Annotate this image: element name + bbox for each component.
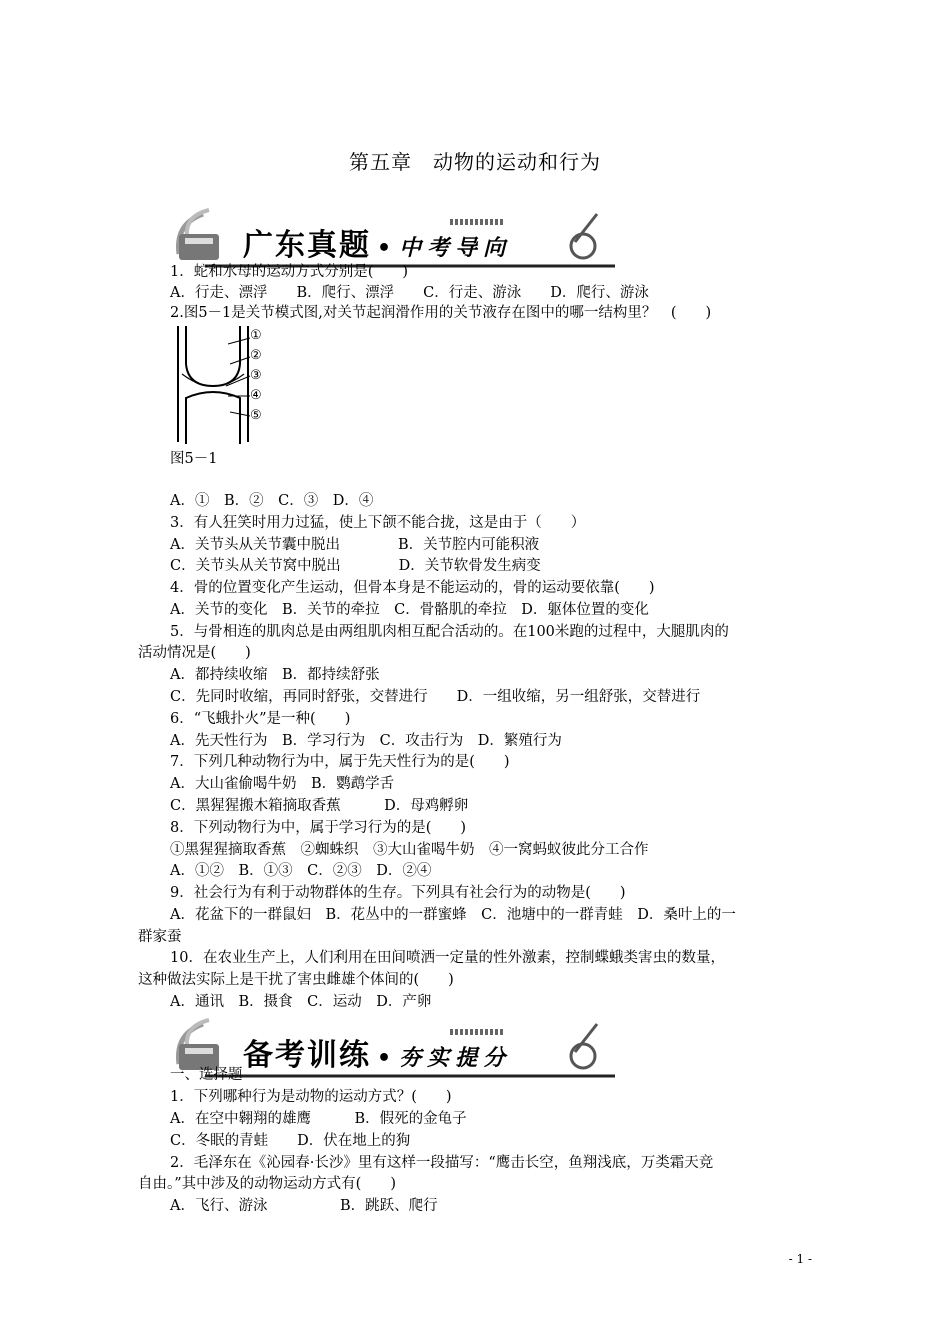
question-line: 7．下列几种动物行为中，属于先天性行为的是( ) bbox=[170, 754, 510, 770]
section-banner-exam: 广东真题 • 中考导向 bbox=[165, 206, 625, 272]
question-line: A．行走、漂浮 B．爬行、漂浮 C．行走、游泳 D．爬行、游泳 bbox=[170, 285, 649, 301]
joint-diagram bbox=[168, 324, 264, 446]
question-line: A．关节头从关节囊中脱出 B．关节腔内可能积液 bbox=[170, 537, 540, 553]
question-line: C．关节头从关节窝中脱出 D．关节软骨发生病变 bbox=[170, 558, 541, 574]
section-banner-practice: 备考训练 • 夯实提分 bbox=[165, 1016, 625, 1082]
page-number: - 1 - bbox=[788, 1252, 812, 1266]
question-line: 1．下列哪种行为是动物的运动方式？( ) bbox=[170, 1089, 452, 1105]
question-line: A．花盆下的一群鼠妇 B．花丛中的一群蜜蜂 C．池塘中的一群青蛙 D．桑叶上的一 bbox=[170, 907, 736, 923]
question-line: 2.图5－1是关节模式图,对关节起润滑作用的关节液存在图中的哪一结构里？ ( ) bbox=[170, 305, 712, 321]
question-line: 9．社会行为有利于动物群体的生存。下列具有社会行为的动物是( ) bbox=[170, 885, 626, 901]
question-line: 1．蛇和水母的运动方式分别是( ) bbox=[170, 264, 409, 280]
question-line: 10．在农业生产上，人们利用在田间喷洒一定量的性外激素，控制蝶蛾类害虫的数量， bbox=[170, 950, 725, 966]
question-line: C．先同时收缩，再同时舒张，交替进行 D．一组收缩，另一组舒张，交替进行 bbox=[170, 689, 701, 705]
question-line: A．飞行、游泳 B．跳跃、爬行 bbox=[170, 1198, 438, 1214]
question-line: 这种做法实际上是干扰了害虫雌雄个体间的( ) bbox=[138, 972, 454, 988]
banner-title: 备考训练 bbox=[243, 1038, 371, 1073]
question-line: 活动情况是( ) bbox=[138, 645, 251, 661]
fig-label: ⑤ bbox=[250, 408, 262, 423]
question-line: 6．“飞蛾扑火”是一种( ) bbox=[170, 711, 351, 727]
fig-label: ① bbox=[250, 328, 262, 343]
question-line: A．在空中翱翔的雄鹰 B．假死的金龟子 bbox=[170, 1111, 467, 1127]
question-line: A．① B．② C．③ D．④ bbox=[170, 493, 374, 509]
banner-subtitle: 中考导向 bbox=[399, 236, 512, 261]
question-line: ①黑猩猩摘取香蕉 ②蜘蛛织 ③大山雀喝牛奶 ④一窝蚂蚁彼此分工合作 bbox=[170, 842, 649, 858]
question-line: A．都持续收缩 B．都持续舒张 bbox=[170, 667, 380, 683]
question-line: C．黑猩猩搬木箱摘取香蕉 D．母鸡孵卵 bbox=[170, 798, 469, 814]
question-line: 8．下列动物行为中，属于学习行为的是( ) bbox=[170, 820, 467, 836]
question-line: 群家蚕 bbox=[138, 929, 182, 945]
fig-label: ② bbox=[250, 348, 262, 363]
question-line: A．通讯 B．摄食 C．运动 D．产卵 bbox=[170, 994, 432, 1010]
figure-caption: 图5－1 bbox=[170, 451, 218, 467]
question-line: C．冬眠的青蛙 D．伏在地上的狗 bbox=[170, 1133, 411, 1149]
question-line: 自由。”其中涉及的动物运动方式有( ) bbox=[138, 1176, 396, 1192]
fig-label: ④ bbox=[250, 388, 262, 403]
question-line: A．①② B．①③ C．②③ D．②④ bbox=[170, 863, 432, 879]
fig-label: ③ bbox=[250, 368, 262, 383]
banner-title: 广东真题 bbox=[243, 228, 371, 263]
question-line: A．关节的变化 B．关节的牵拉 C．骨骼肌的牵拉 D．躯体位置的变化 bbox=[170, 602, 649, 618]
section-heading: 一、选择题 bbox=[170, 1067, 243, 1083]
question-line: 4．骨的位置变化产生运动，但骨本身是不能运动的，骨的运动要依靠( ) bbox=[170, 580, 655, 596]
question-line: A．先天性行为 B．学习行为 C．攻击行为 D．繁殖行为 bbox=[170, 733, 562, 749]
question-line: 2．毛泽东在《沁园春·长沙》里有这样一段描写：“鹰击长空，鱼翔浅底，万类霜天竞 bbox=[170, 1155, 714, 1171]
question-line: 5．与骨相连的肌肉总是由两组肌肉相互配合活动的。在100米跑的过程中，大腿肌肉的 bbox=[170, 624, 729, 640]
banner-subtitle: 夯实提分 bbox=[399, 1046, 512, 1071]
question-line: 3．有人狂笑时用力过猛，使上下颌不能合拢，这是由于（ ） bbox=[170, 515, 586, 531]
question-line: A．大山雀偷喝牛奶 B．鹦鹉学舌 bbox=[170, 776, 395, 792]
page-title: 第五章 动物的运动和行为 bbox=[349, 150, 601, 174]
